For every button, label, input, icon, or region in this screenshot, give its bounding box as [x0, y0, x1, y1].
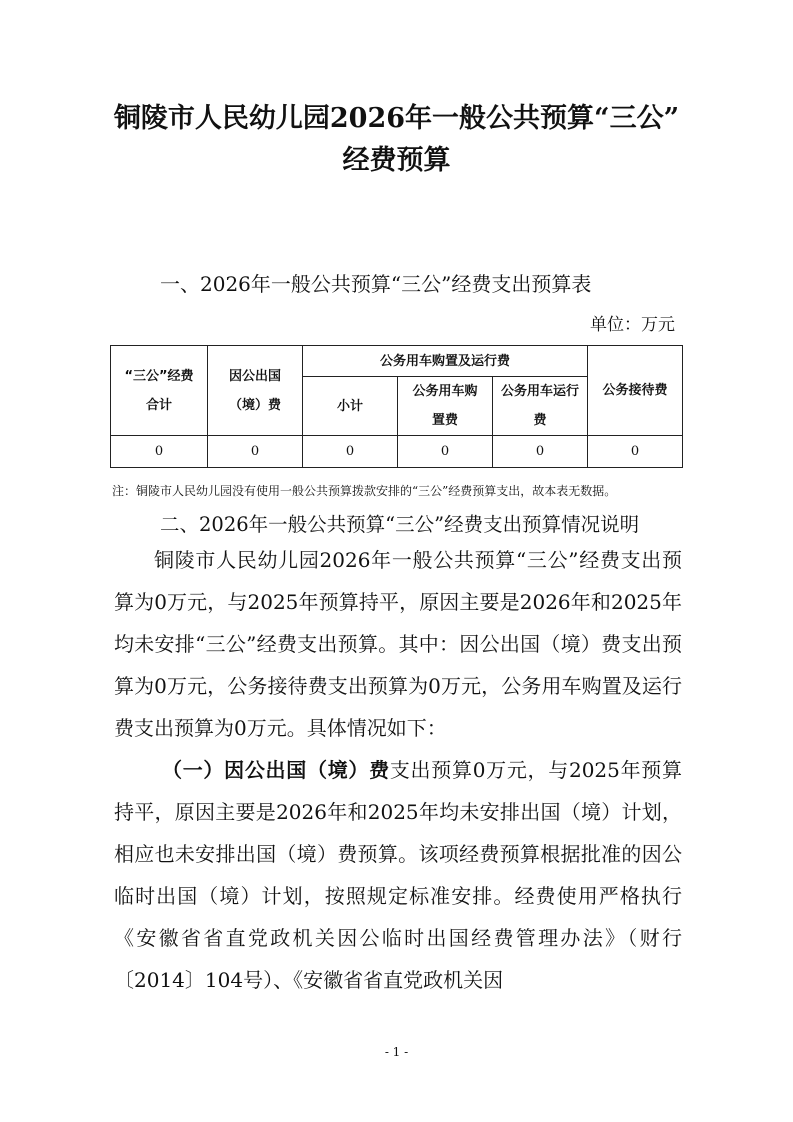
section-2-heading: 二、2026年一般公共预算“三公”经费支出预算情况说明 [160, 513, 640, 536]
document-title-line-1: 铜陵市人民幼儿园2026年一般公共预算“三公” [113, 103, 680, 134]
three-public-expenses-table [110, 345, 683, 468]
header-vehicle-group: 公务用车购置及运行费 [303, 346, 588, 377]
header-abroad-line-1: 因公出国 [228, 368, 281, 384]
value-subtotal: 0 [303, 436, 398, 468]
value-reception: 0 [588, 436, 683, 468]
section-1-heading: 一、2026年一般公共预算“三公”经费支出预算表 [160, 272, 592, 296]
value-total: 0 [111, 436, 208, 468]
header-total [111, 346, 208, 436]
header-vehicle-operation-line-1: 公务用车运行 [500, 384, 579, 399]
paragraph-summary: 铜陵市人民幼儿园2026年一般公共预算“三公”经费支出预算为0万元，与2025年预算持平，原因主要是2026年和2025年均未安排“三公”经费支出预算。其中：因公出国（境）费支出预算为0万元，公务接待费支出预算为0万元，公务用车购置及运行费支出预算为0万元。具体情况如下： [114, 548, 682, 740]
page-number: - 1 - [384, 1045, 409, 1059]
header-abroad-line-2: （境）费 [228, 397, 281, 413]
header-vehicle-purchase [398, 377, 493, 436]
value-vehicle-purchase: 0 [398, 436, 493, 468]
table-note: 注：铜陵市人民幼儿园没有使用一般公共预算拨款安排的“三公”经费预算支出，故本表无数据。 [112, 484, 617, 498]
value-vehicle-operation: 0 [493, 436, 588, 468]
header-total-line-1: “三公”经费 [124, 368, 194, 384]
header-abroad [208, 346, 303, 436]
document-title-line-2: 经费预算 [342, 145, 451, 176]
header-vehicle-purchase-line-1: 公务用车购 [412, 384, 478, 399]
table-row [111, 436, 683, 468]
value-abroad: 0 [208, 436, 303, 468]
paragraph-abroad-heading: （一）因公出国（境）费 [162, 758, 390, 782]
unit-label: 单位：万元 [590, 315, 675, 335]
header-subtotal: 小计 [303, 377, 398, 436]
paragraph-abroad-expenses [114, 749, 682, 1001]
header-vehicle-operation-line-2: 费 [533, 413, 547, 428]
header-reception: 公务接待费 [588, 346, 683, 436]
paragraph-abroad-text: 支出预算0万元，与2025年预算持平，原因主要是2026年和2025年均未安排出国（境）计划，相应也未安排出国（境）费预算。该项经费预算根据批准的因公临时出国（境）计划，按照规定标准安排。经费使用严格执行《安徽省省直党政机关因公临时出国经费管理办法》（财行〔2014〕104号）、《安徽省省直党政机关因 [114, 758, 683, 992]
header-total-line-2: 合计 [145, 397, 172, 413]
header-vehicle-operation [493, 377, 588, 436]
header-vehicle-purchase-line-2: 置费 [431, 413, 458, 428]
